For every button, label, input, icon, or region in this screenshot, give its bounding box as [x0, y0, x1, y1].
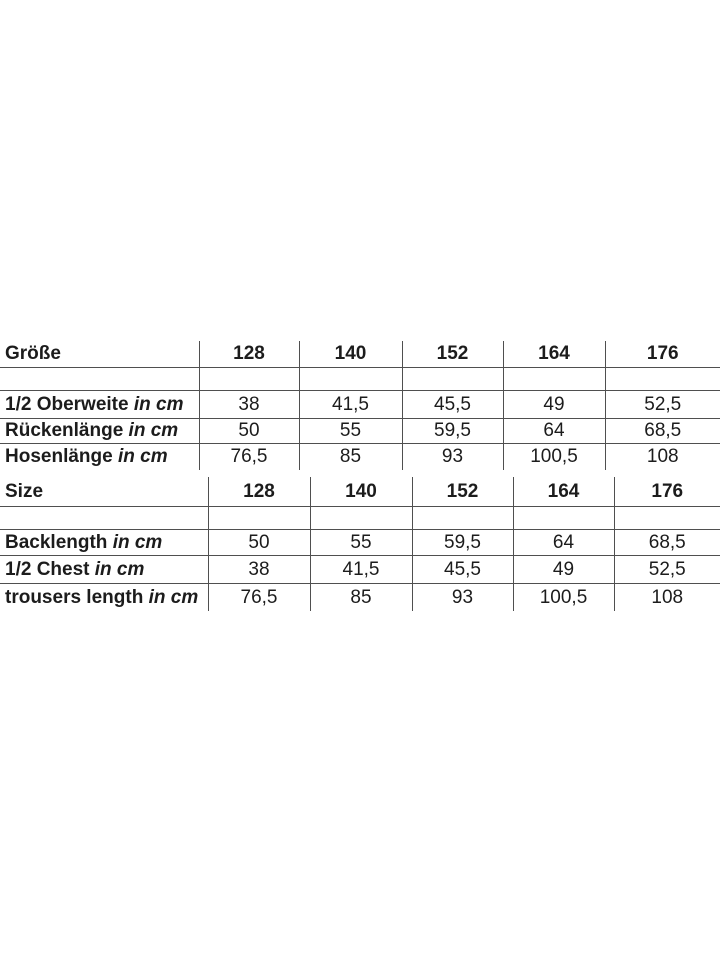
- spacer-cell: [310, 506, 412, 529]
- size-header-cell: 128: [199, 341, 299, 367]
- value-cell: 55: [299, 418, 402, 443]
- value-cell: 45,5: [412, 555, 513, 583]
- measurement-row: [0, 529, 720, 555]
- spacer-row: [0, 506, 720, 529]
- size-header-cell: 152: [412, 477, 513, 506]
- value-cell: 100,5: [503, 443, 605, 470]
- spacer-cell: [208, 506, 310, 529]
- spacer-cell: [412, 506, 513, 529]
- value-cell: 50: [208, 529, 310, 555]
- value-cell: 41,5: [310, 555, 412, 583]
- size-table-german: [0, 341, 720, 470]
- value-cell: 45,5: [402, 390, 503, 418]
- size-header-cell: 164: [503, 341, 605, 367]
- spacer-cell: [513, 506, 614, 529]
- value-cell: 49: [513, 555, 614, 583]
- value-cell: 76,5: [208, 583, 310, 611]
- value-cell: 49: [503, 390, 605, 418]
- spacer-cell: [199, 367, 299, 390]
- value-cell: 59,5: [412, 529, 513, 555]
- header-row: [0, 341, 720, 367]
- size-table-english: [0, 477, 720, 611]
- value-cell: 76,5: [199, 443, 299, 470]
- spacer-cell: [402, 367, 503, 390]
- spacer-cell: [0, 506, 208, 529]
- table-title-cell: Size: [0, 477, 208, 506]
- row-label: Backlength: [5, 531, 108, 553]
- row-label-cell: [0, 529, 208, 555]
- unit-label: in cm: [148, 586, 199, 608]
- header-row: [0, 477, 720, 506]
- value-cell: 108: [605, 443, 720, 470]
- row-label-cell: [0, 390, 199, 418]
- unit-label: in cm: [133, 393, 184, 415]
- row-label-cell: [0, 583, 208, 611]
- row-label-cell: [0, 443, 199, 470]
- value-cell: 93: [412, 583, 513, 611]
- size-header-cell: 128: [208, 477, 310, 506]
- value-cell: 108: [614, 583, 720, 611]
- value-cell: 64: [513, 529, 614, 555]
- spacer-cell: [605, 367, 720, 390]
- spacer-cell: [614, 506, 720, 529]
- measurement-row: [0, 555, 720, 583]
- size-header-cell: 176: [614, 477, 720, 506]
- value-cell: 52,5: [614, 555, 720, 583]
- spacer-cell: [0, 367, 199, 390]
- value-cell: 38: [199, 390, 299, 418]
- row-label-cell: [0, 555, 208, 583]
- value-cell: 59,5: [402, 418, 503, 443]
- measurement-row: [0, 583, 720, 611]
- value-cell: 68,5: [605, 418, 720, 443]
- size-header-cell: 152: [402, 341, 503, 367]
- spacer-cell: [299, 367, 402, 390]
- value-cell: 41,5: [299, 390, 402, 418]
- row-label: 1/2 Chest: [5, 558, 90, 580]
- unit-label: in cm: [112, 531, 163, 553]
- row-label: 1/2 Oberweite: [5, 393, 129, 415]
- unit-label: in cm: [128, 420, 179, 441]
- measurement-row: [0, 390, 720, 418]
- size-header-cell: 140: [299, 341, 402, 367]
- measurement-row: [0, 418, 720, 443]
- size-header-cell: 164: [513, 477, 614, 506]
- spacer-cell: [503, 367, 605, 390]
- value-cell: 100,5: [513, 583, 614, 611]
- value-cell: 50: [199, 418, 299, 443]
- value-cell: 93: [402, 443, 503, 470]
- spacer-row: [0, 367, 720, 390]
- row-label: Rückenlänge: [5, 420, 124, 441]
- value-cell: 38: [208, 555, 310, 583]
- unit-label: in cm: [117, 446, 168, 468]
- value-cell: 64: [503, 418, 605, 443]
- value-cell: 85: [310, 583, 412, 611]
- value-cell: 55: [310, 529, 412, 555]
- size-header-cell: 140: [310, 477, 412, 506]
- size-header-cell: 176: [605, 341, 720, 367]
- row-label-cell: [0, 418, 199, 443]
- measurement-row: [0, 443, 720, 470]
- value-cell: 85: [299, 443, 402, 470]
- table-title-cell: Größe: [0, 341, 199, 367]
- row-label: trousers length: [5, 586, 144, 608]
- unit-label: in cm: [94, 558, 145, 580]
- value-cell: 68,5: [614, 529, 720, 555]
- row-label: Hosenlänge: [5, 446, 113, 468]
- value-cell: 52,5: [605, 390, 720, 418]
